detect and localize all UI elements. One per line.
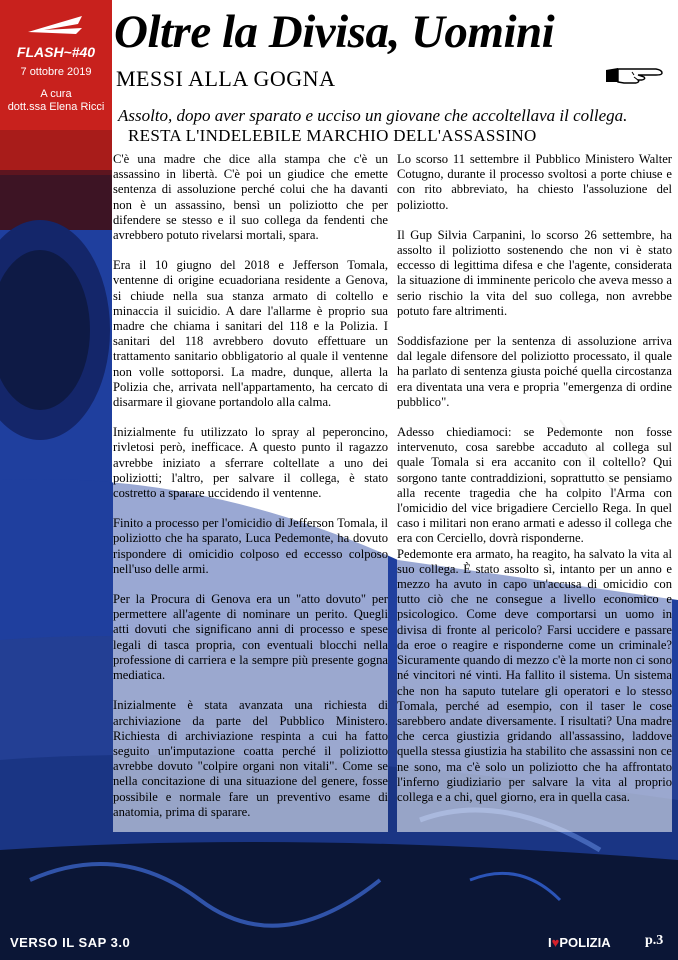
paragraph: Era il 10 giugno del 2018 e Jefferson Tomala, ventenne di origine ecuadoriana residente a Genova, si chiude nella sua stanza armato di coltello e minaccia il suicidio. A dare l'allarme è proprio sua madre che chiama i sanitari del 118 e la Polizia. I sanitari del 118 avrebbero dovuto effettuare un trattamento sanitario obbligatorio al quale il ventenne non volle sottoporsi. La madre, dunque, allerta la Polizia che, arrivata nell'appartamento, ha cercato di disarmare il giovane portandolo alla calma.: [113, 258, 388, 410]
curator-line-2: dott.ssa Elena Ricci: [7, 101, 105, 113]
paragraph: Finito a processo per l'omicidio di Jefferson Tomala, il poliziotto che ha sparato, Luca Pedemonte, ha dovuto rispondere di omicidio colposo ed eccesso colposo nell'uso delle armi.: [113, 516, 388, 576]
issue-date: 7 ottobre 2019: [20, 66, 92, 78]
brand-suffix: POLIZIA: [559, 935, 611, 950]
paragraph: Il Gup Silvia Carpanini, lo scorso 26 settembre, ha assolto il poliziotto sostenendo che non vi è stato eccesso di legittima difesa e che l'agente, considerata la situazione di imminente pericolo che aveva messo a serio rischio la vita del suo collega, non avrebbe potuto fare altrimenti.: [397, 227, 672, 318]
article-headline: RESTA L'INDELEBILE MARCHIO DELL'ASSASSINO: [128, 126, 537, 145]
paragraph: Lo scorso 11 settembre il Pubblico Ministero Walter Cotugno, durante il processo svoltosi a porte chiuse e con rito abbreviato, ha chiesto l'assoluzione del poliziotto.: [397, 152, 672, 212]
footer-campaign-label: VERSO IL SAP 3.0: [10, 935, 131, 950]
paragraph: Per la Procura di Genova era un "atto dovuto" per permettere all'agente di nominare un perito. Quegli atti dovuti che significano anni di processo e spese legali di tasca propria, con eventuali blocchi nella professione di carriera e la sempre più presente gogna mediatica.: [113, 592, 388, 683]
curator-credit: [4, 88, 108, 114]
paragraph: Inizialmente fu utilizzato lo spray al peperoncino, rivletosi però, inefficace. A questo punto il ragazzo avrebbe iniziato a sferrare coltellate a uno dei poliziotti; l'altro, per salvare il collega, è stato costretto a sparare uccidendo il ventenne.: [113, 425, 388, 501]
paragraph: C'è una madre che dice alla stampa che c'è un assassino in libertà. C'è poi un giudice che emette sentenza di assoluzione perché colui che ha davanti non è un assassino, bensì un poliziotto che per difendere se stesso e il suo collega da fendenti che avrebbero potuto rivelarsi mortali, spara.: [113, 152, 388, 243]
issue-label: FLASH~#40: [16, 44, 96, 60]
article-column-right: [397, 152, 672, 832]
brand-prefix: I: [548, 935, 552, 950]
wing-logo-icon: [24, 10, 88, 40]
footer-brand: [548, 935, 611, 950]
page-title: Oltre la Divisa, Uomini: [114, 6, 555, 58]
page-number: p.3: [645, 933, 664, 948]
paragraph: Soddisfazione per la sentenza di assoluzione arriva dal legale difensore del poliziotto processato, il quale ha parlato di sentenza giusta poiché quella circostanza era diventata una vera e propria "emergenza di ordine pubblico".: [397, 334, 672, 409]
curator-line-1: A cura: [40, 88, 72, 100]
article-lead: Assolto, dopo aver sparato e ucciso un giovane che accoltellava il collega.: [118, 106, 628, 125]
article-column-left: [113, 152, 388, 832]
paragraph: Inizialmente è stata avanzata una richiesta di archiviazione da parte del Pubblico Ministero. Richiesta di archiviazione respinta a cui ha fatto seguito un'imputazione coatta perché il poliziotto avrebbe dovuto "colpire organi non vitali". Come se nella concitazione di una situazione del genere, fosse possibile e normale fare un preventivo esame di anatomia, prima di sparare.: [113, 698, 388, 819]
page-subtitle: MESSI ALLA GOGNA: [116, 66, 336, 91]
paragraph: Adesso chiediamoci: se Pedemonte non fosse intervenuto, cosa sarebbe accaduto al collega sul quale Tomala si era accanito con il coltello? Qui sorgono tante contraddizioni, soprattutto se pensiamo alla recente tragedia che ha colpito l'Arma con l'omicidio del vice brigadiere Cerciello Rega. In quel caso i militari non erano armati e adesso il collega che era con Cerciello, dovrà risponderne.: [397, 425, 672, 546]
paragraph: Pedemonte era armato, ha reagito, ha salvato la vita al suo collega. È stato assolto sì, intanto per un anno e mezzo ha avuto in capo un'accusa di omicidio con tutto ciò che ne consegue a livello economico e psicologico. Come deve comportarsi un uomo in divisa di fronte al pericolo? Farsi uccidere e passare da eroe o reagire e risponderne come un criminale? Sicuramente quando di mezzo c'è la morte non ci sono né vincitori né vinti. Ha fallito il sistema. Un sistema che non ha saputo tutelare gli operatori e lo stesso Tomala, perché ad esempio, con il taser le cose sarebbero andate diversamente. I risultati? Una madre che cerca giustizia gridando all'assassino, laddove quella stessa giustizia ha stabilito che assassini non ce ne sono, ma c'è solo un poliziotto che ha affrontato l'inferno giudiziario per salvare la vita al proprio collega e a chi, quel giorno, era in quella casa.: [397, 546, 672, 804]
heart-icon: ♥: [551, 935, 560, 950]
pointing-hand-icon: [604, 60, 666, 88]
